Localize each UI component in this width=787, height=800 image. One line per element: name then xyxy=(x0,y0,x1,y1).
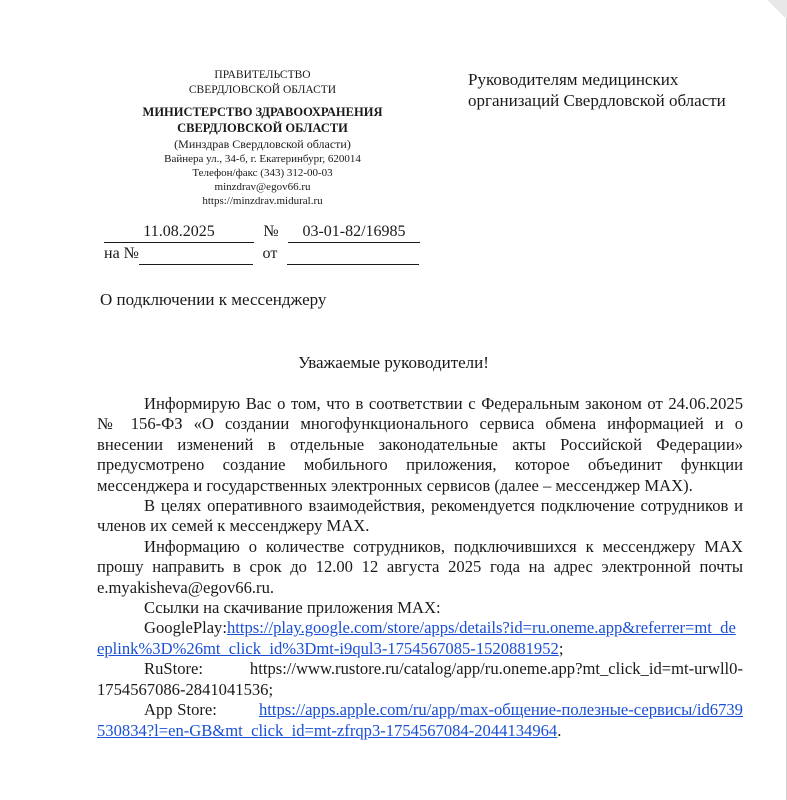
letterhead xyxy=(100,68,425,208)
rustore-line xyxy=(97,659,743,700)
ministry-line-2: СВЕРДЛОВСКОЙ ОБЛАСТИ xyxy=(177,121,348,135)
paragraph-4: Ссылки на скачивание приложения MAX: xyxy=(144,598,441,618)
document-number: 03-01-82/16985 xyxy=(288,222,420,243)
addressee-line-1: Руководителям медицинских xyxy=(468,70,679,89)
googleplay-end: ; xyxy=(558,638,564,658)
googleplay-label: GooglePlay: xyxy=(144,618,227,638)
document-date: 11.08.2025 xyxy=(104,222,254,243)
rustore-url: https://www.rustore.ru/catalog/app/ru.oneme.app?mt_click_id=mt-urwll0-1754567086-2841041536; xyxy=(97,659,743,699)
appstore-label: App Store: xyxy=(144,700,217,720)
rustore-label: RuStore: xyxy=(144,659,204,679)
from-label: от xyxy=(262,245,278,262)
number-label: № xyxy=(263,223,279,240)
letter-body xyxy=(97,394,743,741)
appstore-link[interactable]: https://apps.apple.com/ru/app/max-общение-полезные-сервисы/id6739530834?l=en-GB&mt_click_id=mt-zfrqp3-1754567084-2044134964 xyxy=(97,700,743,740)
appstore-line xyxy=(97,700,743,741)
greeting: Уважаемые руководители! xyxy=(298,353,489,372)
googleplay-line xyxy=(97,618,743,659)
letter-subject: О подключении к мессенджеру xyxy=(100,290,327,309)
paragraph-1: Информирую Вас о том, что в соответствии с Федеральным законом от 24.06.2025 № 156-ФЗ «О создании многофункционального сервиса обмена информацией и о внесении изменений в отдельные законодательные акты Российской Федерации» предусмотрено создание мобильного приложения, которое объединит функции мессенджера и государственных электронных сервисов (далее – мессенджер MAX). xyxy=(97,394,743,495)
reference-label: на № xyxy=(104,245,139,262)
ministry-site: https://minzdrav.midural.ru xyxy=(202,195,323,207)
ministry-address: Вайнера ул., 34-б, г. Екатеринбург, 620014 xyxy=(164,153,361,165)
paragraph-3: Информацию о количестве сотрудников, подключившихся к мессенджеру MAX прошу направить в срок до 12.00 12 августа 2025 года на адрес электронной почты e.myakisheva@egov66.ru. xyxy=(97,536,743,597)
ministry-phone: Телефон/факс (343) 312-00-03 xyxy=(192,167,333,179)
ministry-short-name: (Минздрав Свердловской области) xyxy=(174,137,351,151)
registration-line xyxy=(104,222,420,243)
gov-line-1: ПРАВИТЕЛЬСТВО xyxy=(214,69,311,81)
page-corner xyxy=(765,0,787,18)
ministry-email: minzdrav@egov66.ru xyxy=(214,181,311,193)
addressee xyxy=(468,69,768,111)
addressee-line-2: организаций Свердловской области xyxy=(468,91,726,110)
reference-line xyxy=(104,244,419,265)
paragraph-2: В целях оперативного взаимодействия, рекомендуется подключение сотрудников и членов их семей к мессенджеру MAX. xyxy=(97,496,743,536)
ministry-line-1: МИНИСТЕРСТВО ЗДРАВООХРАНЕНИЯ xyxy=(142,105,383,119)
googleplay-link[interactable]: https://play.google.com/store/apps/details?id=ru.oneme.app&referrer=mt_deeplink%3D%26mt_click_id%3Dmt-i9qul3-1754567085-1520881952 xyxy=(97,618,736,658)
appstore-end: . xyxy=(557,720,562,740)
gov-line-2: СВЕРДЛОВСКОЙ ОБЛАСТИ xyxy=(188,84,337,96)
